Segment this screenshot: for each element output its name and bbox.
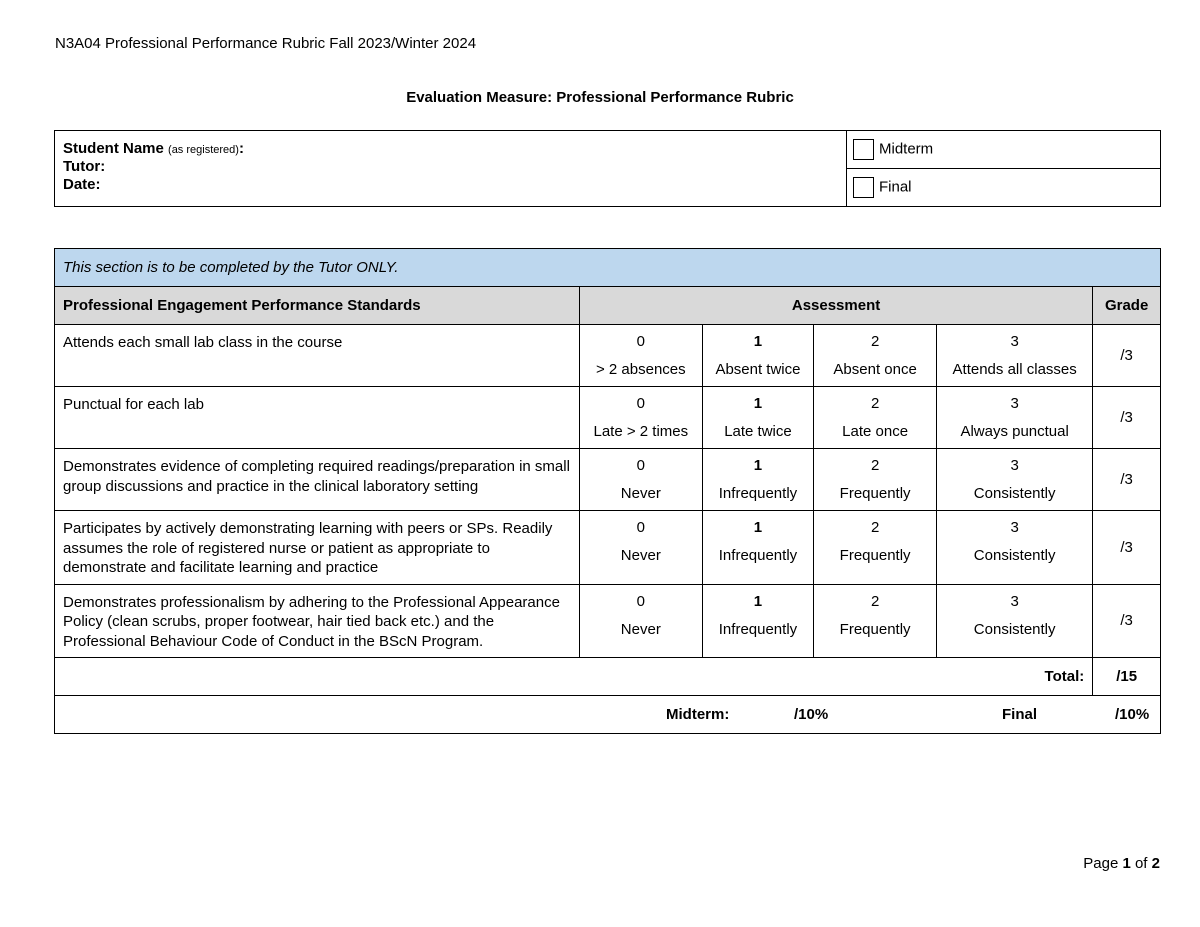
rubric-row [55, 325, 1161, 387]
score-description: Frequently [839, 485, 911, 502]
page-number [1083, 855, 1160, 872]
score-description: > 2 absences [595, 361, 686, 378]
standard-text: Demonstrates professionalism by adhering to the Professional Appearance Policy (clean scrubs, proper footwear, hair tied back etc.) and the Professional Behaviour Code of Conduct in the BScN Program. [55, 584, 580, 658]
score-number: 0 [636, 592, 645, 610]
score-cell[interactable] [702, 449, 813, 511]
score-number: 3 [1010, 395, 1019, 412]
student-name-colon: : [238, 140, 244, 157]
score-cell[interactable] [579, 449, 702, 511]
student-info-cell [55, 131, 847, 207]
score-description: Consistently [973, 547, 1056, 564]
rubric-row [55, 511, 1161, 585]
standards-header: Professional Engagement Performance Standards [55, 287, 580, 325]
midterm-checkbox[interactable] [853, 139, 874, 160]
score-cell[interactable] [814, 387, 937, 449]
score-description: Never [620, 485, 661, 502]
score-number: 2 [870, 457, 880, 474]
score-cell[interactable] [814, 449, 937, 511]
score-description: Infrequently [718, 620, 798, 638]
grade-cell[interactable]: /3 [1093, 449, 1161, 511]
final-option[interactable] [847, 169, 1161, 207]
score-cell[interactable] [937, 511, 1093, 585]
final-option-label: Final [879, 178, 912, 196]
score-number: 1 [753, 333, 763, 350]
standard-text: Attends each small lab class in the course [55, 325, 580, 387]
total-label: Total: [55, 658, 1093, 696]
score-description: Consistently [973, 485, 1056, 502]
grade-header: Grade [1093, 287, 1161, 325]
score-number: 3 [1010, 519, 1019, 536]
standard-text: Demonstrates evidence of completing required readings/preparation in small group discussions and practice in the clinical laboratory setting [55, 449, 580, 511]
rubric-row [55, 449, 1161, 511]
student-info-table [54, 130, 1161, 207]
score-description: Late once [842, 423, 909, 440]
date-label: Date: [63, 176, 101, 193]
student-name-label: Student Name [63, 140, 164, 157]
score-cell[interactable] [937, 387, 1093, 449]
score-cell[interactable] [579, 511, 702, 585]
score-description: Frequently [839, 620, 911, 638]
page-total: 2 [1151, 855, 1160, 872]
score-description: Always punctual [960, 423, 1069, 440]
score-description: Infrequently [718, 547, 798, 564]
standard-text: Participates by actively demonstrating learning with peers or SPs. Readily assumes the role of registered nurse or patient as appropriate to demonstrate and facilitate learning and practice [55, 511, 580, 585]
score-number: 3 [1010, 457, 1019, 474]
score-cell[interactable] [937, 449, 1093, 511]
assessment-header: Assessment [579, 287, 1092, 325]
score-cell[interactable] [702, 584, 813, 658]
score-description: Infrequently [718, 485, 798, 502]
midterm-option-label: Midterm [879, 140, 934, 158]
score-cell[interactable] [702, 511, 813, 585]
score-cell[interactable] [937, 584, 1093, 658]
page-prefix: Page [1083, 855, 1123, 872]
score-description: Never [620, 547, 661, 564]
grade-cell[interactable]: /3 [1093, 511, 1161, 585]
final-grade-label: Final [1002, 706, 1038, 723]
page-current: 1 [1122, 855, 1131, 872]
score-number: 2 [870, 519, 880, 536]
score-number: 0 [636, 395, 645, 412]
score-description: Absent twice [715, 361, 801, 378]
rubric-row [55, 387, 1161, 449]
rubric-row [55, 584, 1161, 658]
score-number: 2 [870, 592, 880, 610]
score-description: Attends all classes [952, 361, 1077, 378]
evaluation-title: Evaluation Measure: Professional Performance Rubric [406, 89, 794, 106]
score-number: 2 [870, 333, 880, 350]
student-name-note: (as registered) [168, 144, 239, 156]
tutor-only-note: This section is to be completed by the Tutor ONLY. [55, 249, 1161, 287]
grade-cell[interactable]: /3 [1093, 325, 1161, 387]
score-description: Never [620, 620, 661, 638]
score-number: 2 [870, 395, 880, 412]
score-number: 0 [636, 457, 645, 474]
midterm-grade-label: Midterm: [666, 706, 730, 723]
score-number: 3 [1010, 333, 1019, 350]
final-checkbox[interactable] [853, 177, 874, 198]
score-description: Consistently [973, 620, 1056, 638]
page-of: of [1130, 855, 1152, 872]
score-cell[interactable] [579, 387, 702, 449]
midterm-option[interactable] [847, 131, 1161, 169]
score-number: 1 [753, 592, 763, 610]
score-description: Frequently [839, 547, 911, 564]
score-description: Absent once [833, 361, 917, 378]
score-cell[interactable] [814, 584, 937, 658]
score-number: 1 [753, 395, 763, 412]
score-cell[interactable] [814, 511, 937, 585]
grade-cell[interactable]: /3 [1093, 387, 1161, 449]
score-cell[interactable] [579, 325, 702, 387]
rubric-table [54, 248, 1161, 734]
grade-cell[interactable]: /3 [1093, 584, 1161, 658]
score-description: Late > 2 times [593, 423, 689, 440]
final-grade-value[interactable]: /10% [1115, 706, 1150, 723]
score-number: 3 [1010, 592, 1019, 610]
score-number: 0 [636, 519, 645, 536]
tutor-label: Tutor: [63, 158, 106, 175]
score-cell[interactable] [579, 584, 702, 658]
total-value[interactable]: /15 [1093, 658, 1161, 696]
midterm-grade-value[interactable]: /10% [794, 706, 829, 723]
score-number: 1 [753, 519, 763, 536]
score-cell[interactable] [702, 325, 813, 387]
score-number: 0 [636, 333, 645, 350]
score-cell[interactable] [814, 325, 937, 387]
final-grade-row [55, 696, 1161, 734]
score-cell[interactable] [702, 387, 813, 449]
score-number: 1 [753, 457, 763, 474]
document-header: N3A04 Professional Performance Rubric Fall 2023/Winter 2024 [55, 35, 477, 52]
score-cell[interactable] [937, 325, 1093, 387]
score-description: Late twice [724, 423, 792, 440]
standard-text: Punctual for each lab [55, 387, 580, 449]
